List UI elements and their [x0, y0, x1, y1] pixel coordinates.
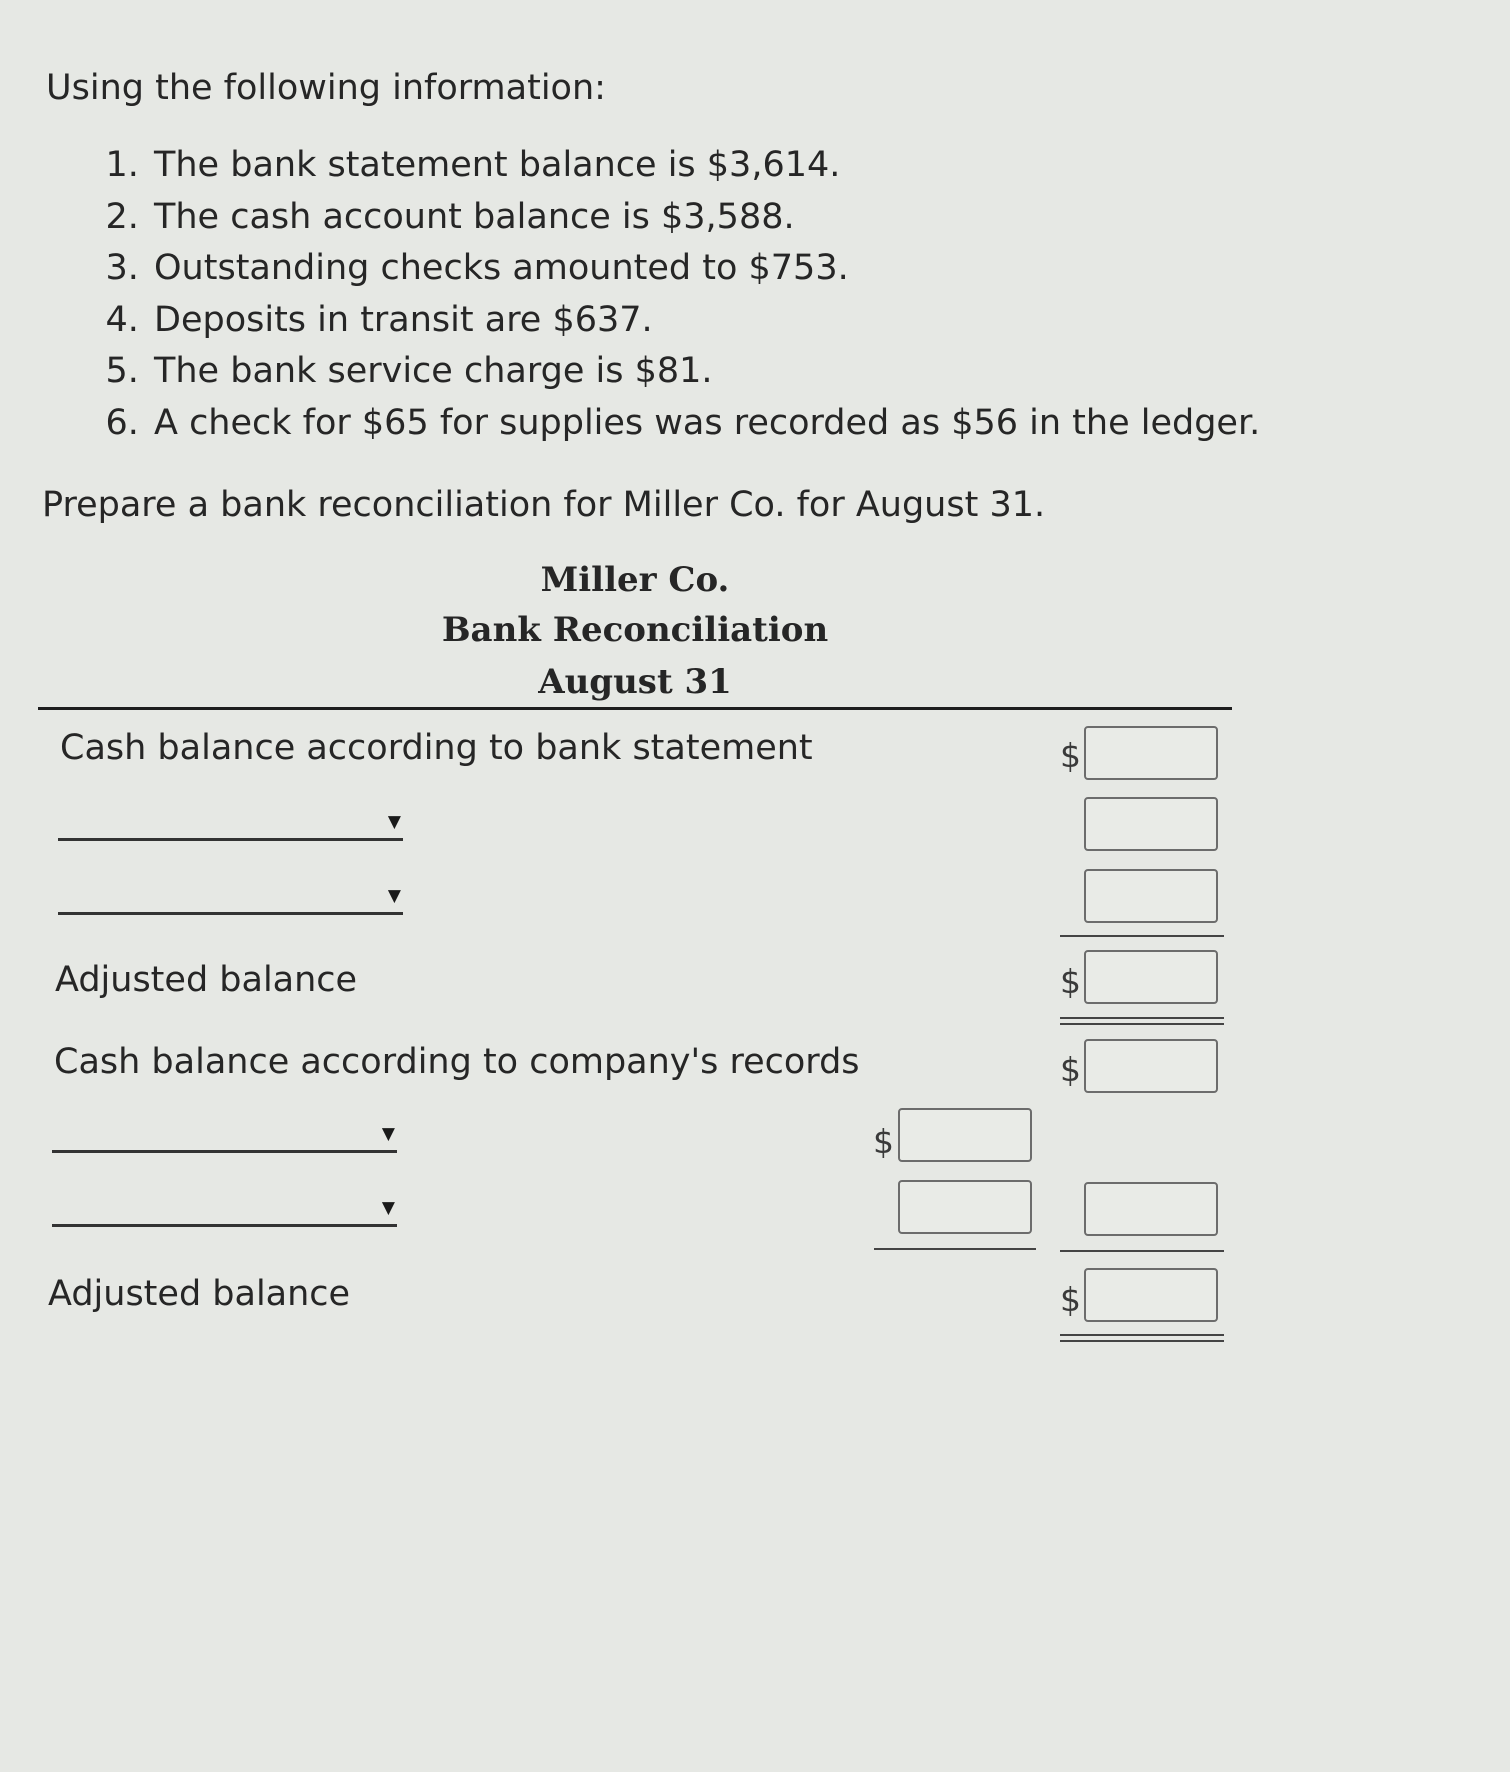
subtotal-rule [874, 1248, 1036, 1250]
info-item: 6. A check for $65 for supplies was recorded as $56 in the ledger. [150, 398, 1260, 450]
adjusted-balance-label: Adjusted balance [48, 1274, 351, 1314]
company-adjustment-total-input[interactable] [1084, 1182, 1218, 1236]
prompt-text: Prepare a bank reconciliation for Miller Co. for August 31. [42, 485, 1046, 525]
report-title: Bank Reconciliation [441, 610, 829, 650]
bank-statement-label: Cash balance according to bank statement [60, 728, 813, 768]
report-date: August 31 [538, 662, 732, 702]
total-double-rule [1060, 1334, 1224, 1336]
dollar-sign: $ [1060, 1280, 1081, 1319]
bank-adjustment-amount-1[interactable] [1084, 797, 1218, 851]
info-item: 4. Deposits in transit are $637. [150, 295, 1260, 347]
bank-balance-input[interactable] [1084, 726, 1218, 780]
company-records-label: Cash balance according to company's records [54, 1042, 860, 1082]
subtotal-rule [1060, 935, 1224, 937]
bank-adjustment-dropdown-2[interactable] [58, 878, 403, 915]
chevron-down-icon: ▼ [381, 1198, 395, 1218]
total-double-rule [1060, 1017, 1224, 1019]
total-double-rule [1060, 1340, 1224, 1342]
chevron-down-icon: ▼ [387, 812, 401, 832]
total-double-rule [1060, 1023, 1224, 1025]
company-adjusted-balance-input[interactable] [1084, 1268, 1218, 1322]
dollar-sign: $ [873, 1122, 894, 1161]
info-item: 5. The bank service charge is $81. [150, 346, 1260, 398]
chevron-down-icon: ▼ [387, 886, 401, 906]
company-adjustment-dropdown-1[interactable] [52, 1116, 397, 1153]
info-item: 2. The cash account balance is $3,588. [150, 192, 1260, 244]
company-adjustment-dropdown-2[interactable] [52, 1190, 397, 1227]
dollar-sign: $ [1060, 1050, 1081, 1089]
company-balance-input[interactable] [1084, 1039, 1218, 1093]
chevron-down-icon: ▼ [381, 1124, 395, 1144]
bank-adjustment-dropdown-1[interactable] [58, 804, 403, 841]
company-adjustment-amount-2[interactable] [898, 1180, 1032, 1234]
info-item: 3. Outstanding checks amounted to $753. [150, 243, 1260, 295]
subtotal-rule [1060, 1250, 1224, 1252]
header-divider [38, 707, 1232, 710]
adjusted-balance-label: Adjusted balance [55, 960, 358, 1000]
bank-adjusted-balance-input[interactable] [1084, 950, 1218, 1004]
dollar-sign: $ [1060, 962, 1081, 1001]
intro-text: Using the following information: [46, 68, 606, 108]
company-adjustment-amount-1[interactable] [898, 1108, 1032, 1162]
dollar-sign: $ [1060, 736, 1081, 775]
info-item: 1. The bank statement balance is $3,614. [150, 140, 1260, 192]
bank-adjustment-amount-2[interactable] [1084, 869, 1218, 923]
info-list [100, 140, 1260, 449]
company-name: Miller Co. [540, 560, 730, 600]
